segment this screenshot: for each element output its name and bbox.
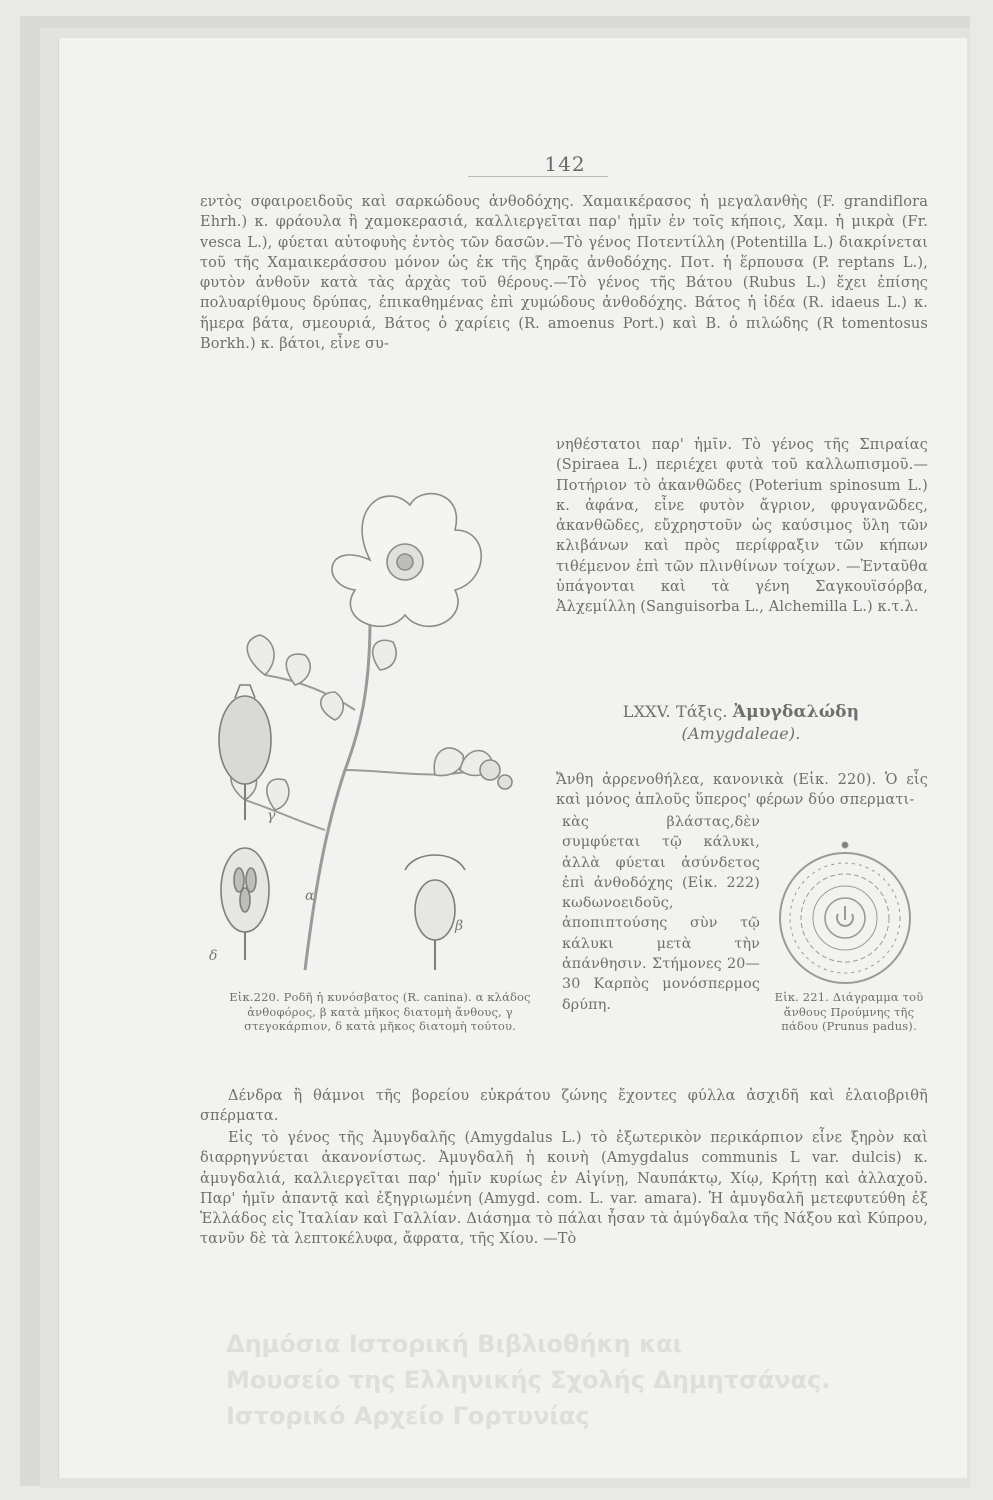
watermark-line-1: Δημόσια Ιστορική Βιβλιοθήκη και — [226, 1330, 682, 1358]
rose-hip-fruit — [219, 685, 271, 820]
heading-order-number: LXXV. Τάξις — [622, 702, 723, 721]
rose-hip-section — [221, 848, 269, 960]
heading-family-name: Ἀμυγδαλώδη — [732, 702, 860, 722]
heading-latin-name: (Amygdaleae). — [681, 724, 801, 743]
paragraph-spiraea-poterium: νηθέστατοι παρ' ἡμῖν. Τὸ γένος τῆς Σπιραίας (Spiraea L.) περιέχει φυτὰ τοῦ καλλωπισμοῦ.— Ποτήριον τὸ ἀκανθῶδες (Poterium spinosum L.) κ. ἀφάνα, εἶνε φυτὸν ἄγριον, φρυγανῶδες, ἀκανθῶδες, εὔχρηστοῦν ὡς καύσιμος ὕλη τῶν κλιβάνων καὶ πρὸς περίφραξιν τῶν κήπων τιθέμενον ἐπὶ τῶν πλινθίνων τοίχων. —Ἐνταῦθα ὑπάγονται καὶ τὰ γένη Σαγκουϊσόρβα, Ἀλχεμίλλη (Sanguisorba L., Alchemilla L.) κ.τ.λ. — [556, 437, 928, 616]
rose-flower — [332, 494, 481, 627]
watermark-line-2: Μουσείο της Ελληνικής Σχολής Δημητσάνας. — [226, 1366, 831, 1394]
watermark-line-3: Ιστορικό Αρχείο Γορτυνίας — [226, 1402, 590, 1430]
page-number: 142 — [544, 152, 586, 176]
paragraph-flower-description-cont: κὰς βλάστας,δὲν συμφύεται τῷ κάλυκι, ἀλλὰ φύεται ἀσύνδετος ἐπὶ ἀνθοδόχης (Εἰκ. 222) κωδωνοειδοῦς, ἀποπιπτούσης σὺν τῷ κάλυκι μετὰ τὴν ἀπάνθησιν. Στήμονες 20—30 Καρπὸς μονόσπερμος δρύπη. — [562, 814, 760, 1013]
label-beta: β — [455, 918, 464, 934]
page-number-rule — [468, 176, 608, 177]
paragraph-family-description: Δένδρα ἢ θάμνοι τῆς βορείου εὐκράτου ζώνης ἔχοντες φύλλα ἀσχιδῆ καὶ ἐλαιοβριθῆ σπέρματα. — [200, 1088, 928, 1125]
label-delta: δ — [209, 948, 218, 964]
stem — [305, 620, 370, 970]
label-gamma: γ — [267, 808, 276, 824]
figure-220-caption: Εἰκ.220. Ροδῆ ἡ κυνόσβατος (R. canina). α κλάδος ἀνθοφόρος, β κατὰ μῆκος διατομὴ ἄνθους, γ στεγοκάρπιον, δ κατὰ μῆκος διατομὴ τούτου. — [229, 990, 531, 1033]
flower-section — [405, 855, 465, 970]
figure-221-floral-diagram — [770, 840, 920, 990]
label-alpha: α — [305, 888, 315, 904]
library-watermark — [226, 1326, 966, 1434]
paragraph-flower-description: Ἄνθη ἀρρενοθήλεα, κανονικὰ (Εἰκ. 220). Ὁ εἷς καὶ μόνος ἁπλοῦς ὕπερος' φέρων δύο σπερματι- — [556, 772, 928, 809]
section-heading: LXXV. Τάξις. Ἀμυγδαλώδη — [622, 702, 860, 722]
figure-221-caption: Εἰκ. 221. Διάγραμμα τοῦ ἄνθους Προύμνης τῆς πάδου (Prunus padus). — [774, 990, 924, 1033]
figure-220-rose-illustration — [205, 470, 550, 990]
paragraph-amygdalus: Εἰς τὸ γένος τῆς Ἀμυγδαλῆς (Amygdalus L.) τὸ ἐξωτερικὸν περικάρπιον εἶνε ξηρὸν καὶ διαρρηγνύεται ἀκανονίστως. Ἀμυγδαλῆ ἡ κοινὴ (Amygdalus communis L var. dulcis) κ. ἀμυγδαλιά, καλλιεργεῖται παρ' ἡμῖν κυρίως ἐν Αἰγίνῃ, Ναυπάκτῳ, Χίῳ, Κρήτῃ καὶ ἀλλαχοῦ. Παρ' ἡμῖν ἀπαντᾷ καὶ ἐξηγριωμένη (Amygd. com. L. var. amara). Ἡ ἀμυγδαλῆ μετεφυτεύθη ἐξ Ἑλλάδος εἰς Ἰταλίαν καὶ Γαλλίαν. Διάσημα τὸ πάλαι ἦσαν τὰ ἀμύγδαλα τῆς Νάξου καὶ Κύπρου, τανῦν δὲ τὰ λεπτοκέλυφα, ἄφρατα, τῆς Χίου. —Τὸ — [200, 1130, 928, 1248]
paragraph-potentilla-rubus: εντὸς σφαιροειδοῦς καὶ σαρκώδους ἀνθοδόχης. Χαμαικέρασος ἡ μεγαλανθὴς (F. grandiflora Ehrh.) κ. φράουλα ἢ χαμοκερασιά, καλλιεργεῖται παρ' ἡμῖν ἐν τοῖς κήποις, Χαμ. ἡ μικρὰ (Fr. vesca L.), φύεται αὐτοφυὴς ἐντὸς τῶν δασῶν.—Τὸ γένος Ποτεντίλλη (Potentilla L.) διακρίνεται τοῦ τῆς Χαμαικεράσσου μόνον ὡς ἐκ τῆς ξηρᾶς ἀνθοδόχης. Ποτ. ἡ ἕρπουσα (P. reptans L.), φυτὸν ἀνθοῦν κατὰ τὰς ἀρχὰς τοῦ θέρους.—Τὸ γένος τῆς Βάτου (Rubus L.) ἔχει ἐπίσης πολυαρίθμους δρύπας, ἐπικαθημένας ἐπὶ χυμώδους ἀνθοδόχης. Βάτος ἡ ἰδέα (R. idaeus L.) κ. ἥμερα βάτα, σμεουριά, Βάτος ὁ χαρίεις (R. amoenus Port.) καὶ Β. ὁ πιλώδης (R tomentosus Borkh.) κ. βάτοι, εἶνε συ- — [200, 194, 928, 353]
